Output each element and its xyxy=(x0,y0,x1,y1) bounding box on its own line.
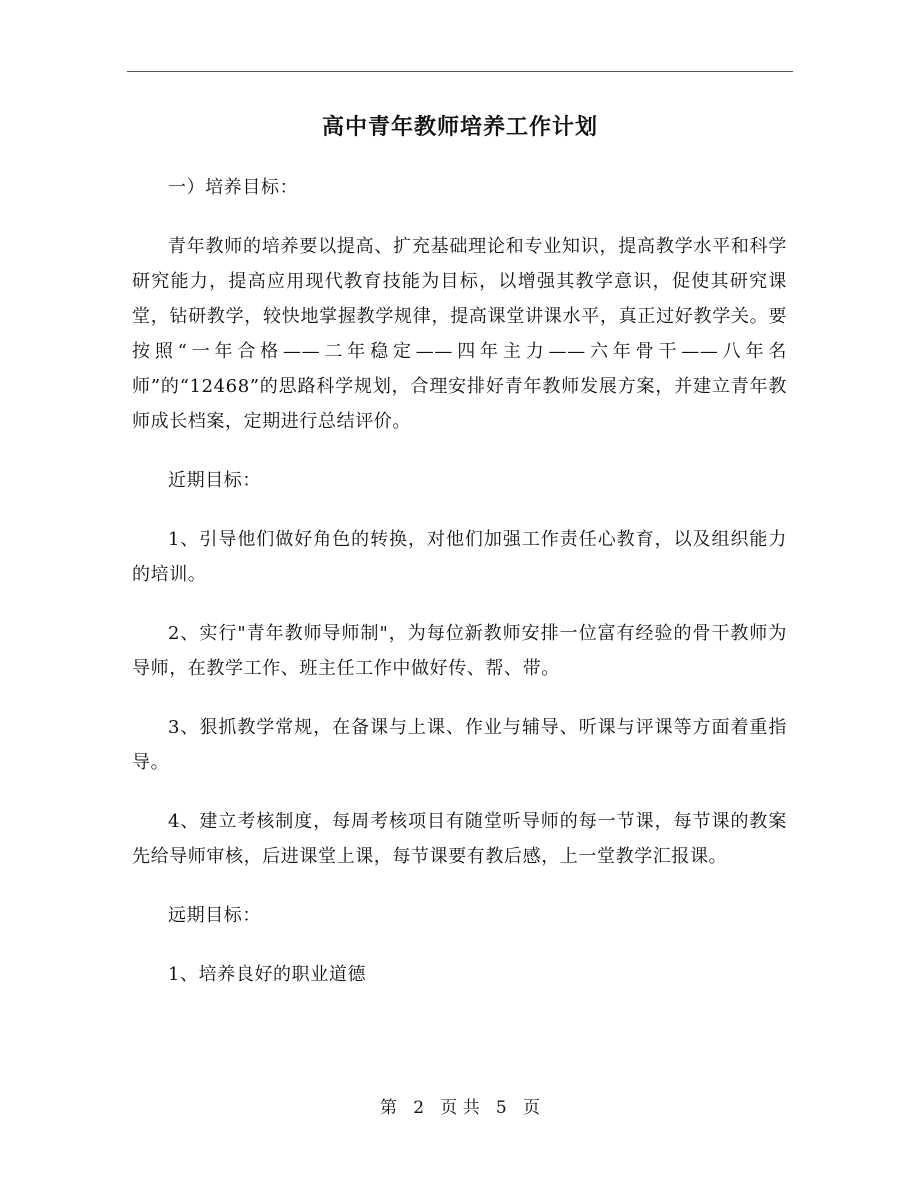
list-item: 1、培养良好的职业道德 xyxy=(168,964,367,985)
footer-middle: 页 共 xyxy=(440,1098,480,1118)
list-item: 3、狠抓教学常规，在备课与上课、作业与辅导、听课与评课等方面着重指导。 xyxy=(132,717,787,773)
header-rule xyxy=(127,71,793,72)
footer-total-pages: 5 xyxy=(495,1098,507,1118)
section-heading-long-term: 远期目标： xyxy=(168,905,261,926)
footer-current-page: 2 xyxy=(413,1098,425,1118)
list-item: 4、建立考核制度，每周考核项目有随堂听导师的每一节课，每节课的教案先给导师审核，后进课堂上课，每节课要有教后感，上一堂教学汇报课。 xyxy=(132,811,787,867)
footer-prefix: 第 xyxy=(380,1098,398,1118)
section-heading-goals: 一）培养目标： xyxy=(168,177,299,198)
section-heading-short-term: 近期目标： xyxy=(168,470,261,491)
document-title: 高中青年教师培养工作计划 xyxy=(321,114,598,140)
document-body xyxy=(132,170,787,1016)
footer-suffix: 页 xyxy=(522,1098,540,1118)
list-item: 2、实行"青年教师导师制"，为每位新教师安排一位富有经验的骨干教师为导师，在教学工作、班主任工作中做好传、帮、带。 xyxy=(132,623,787,679)
paragraph-overview: 青年教师的培养要以提高、扩充基础理论和专业知识，提高教学水平和科学研究能力，提高应用现代教育技能为目标，以增强其教学意识，促使其研究课堂，钻研教学，较快地掌握教学规律，提高课堂讲课水平，真正过好教学关。要按照“一年合格——二年稳定——四年主力——六年骨干——八年名师”的“12468”的思路科学规划，合理安排好青年教师发展方案，并建立青年教师成长档案，定期进行总结评价。 xyxy=(132,236,787,432)
list-item: 1、引导他们做好角色的转换，对他们加强工作责任心教育，以及组织能力的培训。 xyxy=(132,529,787,585)
page-number-footer xyxy=(0,1096,920,1120)
